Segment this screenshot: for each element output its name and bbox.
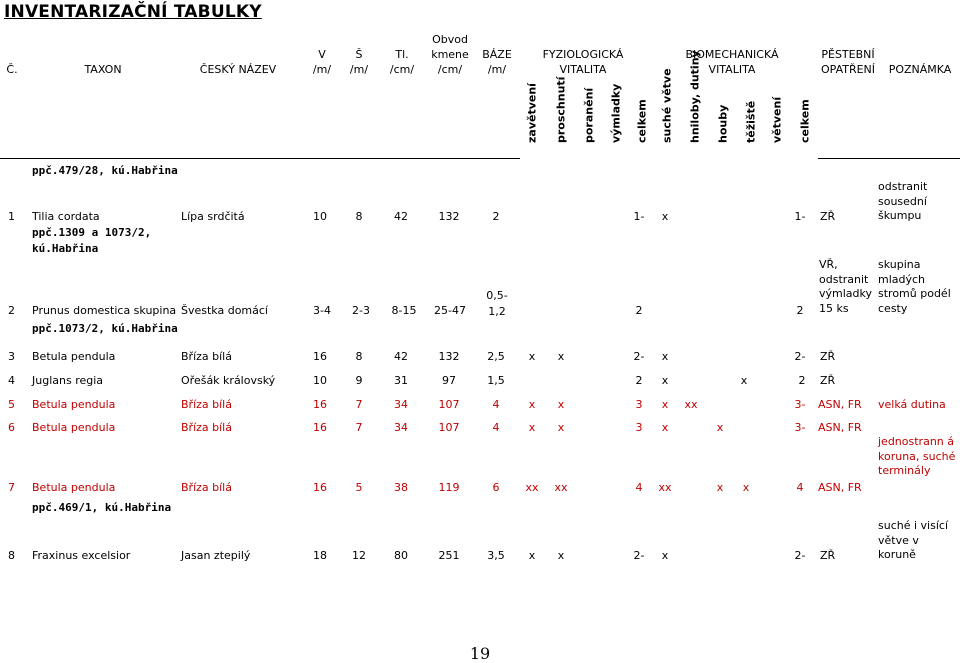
bio-cell: x — [661, 398, 669, 411]
circumference-cell: 251 — [438, 549, 460, 562]
width-cell: 5 — [355, 481, 363, 494]
bio-cell: xx — [658, 481, 672, 494]
vheader-teziste: těžiště — [744, 100, 758, 143]
note-cell: suché i visící větve v koruně — [878, 519, 948, 561]
fyz-cell: x — [528, 421, 536, 434]
row-number: 8 — [8, 549, 15, 562]
bio-total-cell: 1- — [794, 210, 806, 223]
thickness-cell: 42 — [394, 350, 408, 363]
fyz-cell: x — [528, 549, 536, 562]
width-cell: 8 — [355, 350, 363, 363]
taxon-cell: Tilia cordata — [32, 210, 100, 223]
header-no: Č. — [6, 63, 18, 76]
header-biomechanicka: BIOMECHANICKÁ VITALITA — [685, 48, 779, 76]
parcel-label: ppč.1309 a 1073/2, — [32, 226, 152, 239]
bio-total-cell: 3- — [794, 398, 806, 411]
header-czech: ČESKÝ NÁZEV — [199, 63, 277, 76]
thickness-cell: 34 — [394, 398, 408, 411]
row-number: 3 — [8, 350, 15, 363]
vheader-vymladky: výmladky — [609, 83, 623, 143]
vheader-vetveni: větvení — [770, 96, 784, 143]
taxon-cell: Betula pendula — [32, 398, 116, 411]
circumference-cell: 107 — [438, 421, 460, 434]
vheader-celkem-bio: celkem — [798, 99, 812, 143]
width-cell: 7 — [355, 421, 363, 434]
header-poznamka: POZNÁMKA — [888, 63, 952, 76]
row-number: 2 — [8, 304, 15, 317]
bio-cell: x — [716, 421, 724, 434]
height-cell: 18 — [313, 549, 327, 562]
header-baze: BÁZE /m/ — [482, 48, 512, 76]
header-divider-right — [818, 158, 960, 159]
base-cell: 2,5 — [487, 350, 505, 363]
fyz-cell: xx — [554, 481, 568, 494]
base-cell: 3,5 — [487, 549, 505, 562]
parcel-label: kú.Habřina — [32, 242, 99, 255]
height-cell: 16 — [313, 398, 327, 411]
width-cell: 9 — [355, 374, 363, 387]
page-number: 19 — [469, 644, 491, 663]
care-cell: ZŘ — [820, 210, 836, 223]
note-cell: skupina mladých stromů podél cesty — [878, 258, 951, 315]
care-cell: ZŘ — [820, 374, 836, 387]
fyz-total-cell: 3 — [635, 398, 643, 411]
height-cell: 16 — [313, 421, 327, 434]
fyz-cell: x — [557, 549, 565, 562]
care-cell: ZŘ — [820, 549, 836, 562]
fyz-total-cell: 2 — [635, 374, 643, 387]
thickness-cell: 80 — [394, 549, 408, 562]
circumference-cell: 132 — [438, 350, 460, 363]
circumference-cell: 132 — [438, 210, 460, 223]
bio-cell: x — [661, 350, 669, 363]
fyz-total-cell: 1- — [633, 210, 645, 223]
bio-total-cell: 2- — [794, 549, 806, 562]
thickness-cell: 31 — [394, 374, 408, 387]
taxon-cell: Betula pendula — [32, 421, 116, 434]
thickness-cell: 8-15 — [391, 304, 417, 317]
bio-cell: x — [742, 481, 750, 494]
fyz-cell: x — [528, 350, 536, 363]
height-cell: 3-4 — [313, 304, 331, 317]
height-cell: 16 — [313, 481, 327, 494]
czech-name-cell: Jasan ztepilý — [181, 549, 251, 562]
bio-total-cell: 2 — [798, 374, 806, 387]
fyz-cell: x — [557, 398, 565, 411]
vheader-suche-vetve: suché větve — [660, 68, 674, 143]
base-cell: 1,5 — [487, 374, 505, 387]
height-cell: 10 — [313, 210, 327, 223]
bio-total-cell: 2 — [796, 304, 804, 317]
width-cell: 7 — [355, 398, 363, 411]
bio-total-cell: 2- — [794, 350, 806, 363]
thickness-cell: 42 — [394, 210, 408, 223]
care-cell: VŘ, odstranit výmladky 15 ks — [819, 258, 873, 315]
thickness-cell: 38 — [394, 481, 408, 494]
header-fyziologicka: FYZIOLOGICKÁ VITALITA — [542, 48, 624, 76]
note-cell: jednostrann á koruna, suché terminály — [878, 435, 956, 477]
fyz-total-cell: 2- — [633, 350, 645, 363]
parcel-label: ppč.479/28, kú.Habřina — [32, 164, 178, 177]
base-cell: 2 — [492, 210, 500, 223]
row-number: 5 — [8, 398, 15, 411]
bio-total-cell: 3- — [794, 421, 806, 434]
header-s: Š /m/ — [349, 48, 369, 76]
base-cell: 4 — [492, 421, 500, 434]
fyz-cell: x — [557, 421, 565, 434]
czech-name-cell: Bříza bílá — [181, 421, 232, 434]
circumference-cell: 25-47 — [434, 304, 466, 317]
care-cell: ASN, FR — [818, 398, 862, 411]
fyz-total-cell: 2 — [635, 304, 643, 317]
header-tl: Tl. /cm/ — [389, 48, 415, 76]
taxon-cell: Juglans regia — [32, 374, 104, 387]
circumference-cell: 97 — [442, 374, 456, 387]
vheader-proschnuti: proschnutí — [554, 76, 568, 143]
parcel-label: ppč.1073/2, kú.Habřina — [32, 322, 178, 335]
header-v: V /m/ — [312, 48, 332, 76]
bio-cell: x — [661, 421, 669, 434]
row-number: 1 — [8, 210, 15, 223]
fyz-total-cell: 2- — [633, 549, 645, 562]
taxon-cell: Prunus domestica skupina — [32, 304, 177, 317]
circumference-cell: 107 — [438, 398, 460, 411]
note-cell: velká dutina — [878, 398, 946, 411]
header-obvod: Obvod kmene /cm/ — [431, 33, 469, 76]
vheader-poraneni: poranění — [582, 87, 596, 143]
fyz-cell: x — [528, 398, 536, 411]
taxon-cell: Fraxinus excelsior — [32, 549, 131, 562]
height-cell: 16 — [313, 350, 327, 363]
bio-cell: x — [661, 210, 669, 223]
width-cell: 2-3 — [352, 304, 370, 317]
taxon-cell: Betula pendula — [32, 481, 116, 494]
page-title: INVENTARIZAČNÍ TABULKY — [4, 2, 262, 22]
care-cell: ASN, FR — [818, 421, 862, 434]
vheader-houby: houby — [716, 104, 730, 143]
height-cell: 10 — [313, 374, 327, 387]
bio-cell: x — [740, 374, 748, 387]
width-cell: 12 — [352, 549, 366, 562]
row-number: 4 — [8, 374, 15, 387]
header-divider — [0, 158, 520, 159]
czech-name-cell: Ořešák královský — [181, 374, 276, 387]
header-taxon: TAXON — [84, 63, 122, 76]
vheader-hniloby: hniloby, dutiny — [688, 50, 702, 143]
circumference-cell: 119 — [438, 481, 460, 494]
czech-name-cell: Švestka domácí — [181, 304, 268, 317]
bio-cell: xx — [684, 398, 698, 411]
fyz-cell: x — [557, 350, 565, 363]
care-cell: ASN, FR — [818, 481, 862, 494]
note-cell: odstranit sousední škumpu — [878, 180, 928, 222]
fyz-total-cell: 4 — [635, 481, 643, 494]
row-number: 7 — [8, 481, 15, 494]
czech-name-cell: Bříza bílá — [181, 350, 232, 363]
vheader-zavetveni: zavětvení — [525, 83, 539, 143]
fyz-total-cell: 3 — [635, 421, 643, 434]
czech-name-cell: Bříza bílá — [181, 398, 232, 411]
care-cell: ZŘ — [820, 350, 836, 363]
row-number: 6 — [8, 421, 15, 434]
bio-cell: x — [716, 481, 724, 494]
base-cell: 4 — [492, 398, 500, 411]
base-cell: 6 — [492, 481, 500, 494]
width-cell: 8 — [355, 210, 363, 223]
czech-name-cell: Lípa srdčitá — [181, 210, 245, 223]
taxon-cell: Betula pendula — [32, 350, 116, 363]
thickness-cell: 34 — [394, 421, 408, 434]
czech-name-cell: Bříza bílá — [181, 481, 232, 494]
bio-cell: x — [661, 374, 669, 387]
bio-cell: x — [661, 549, 669, 562]
vheader-celkem-fyz: celkem — [635, 99, 649, 143]
parcel-label: ppč.469/1, kú.Habřina — [32, 501, 172, 514]
bio-total-cell: 4 — [796, 481, 804, 494]
header-pestebni: PĚSTEBNÍ OPATŘENÍ — [820, 48, 876, 76]
base-cell: 0,5- 1,2 — [486, 289, 508, 318]
fyz-cell: xx — [525, 481, 539, 494]
